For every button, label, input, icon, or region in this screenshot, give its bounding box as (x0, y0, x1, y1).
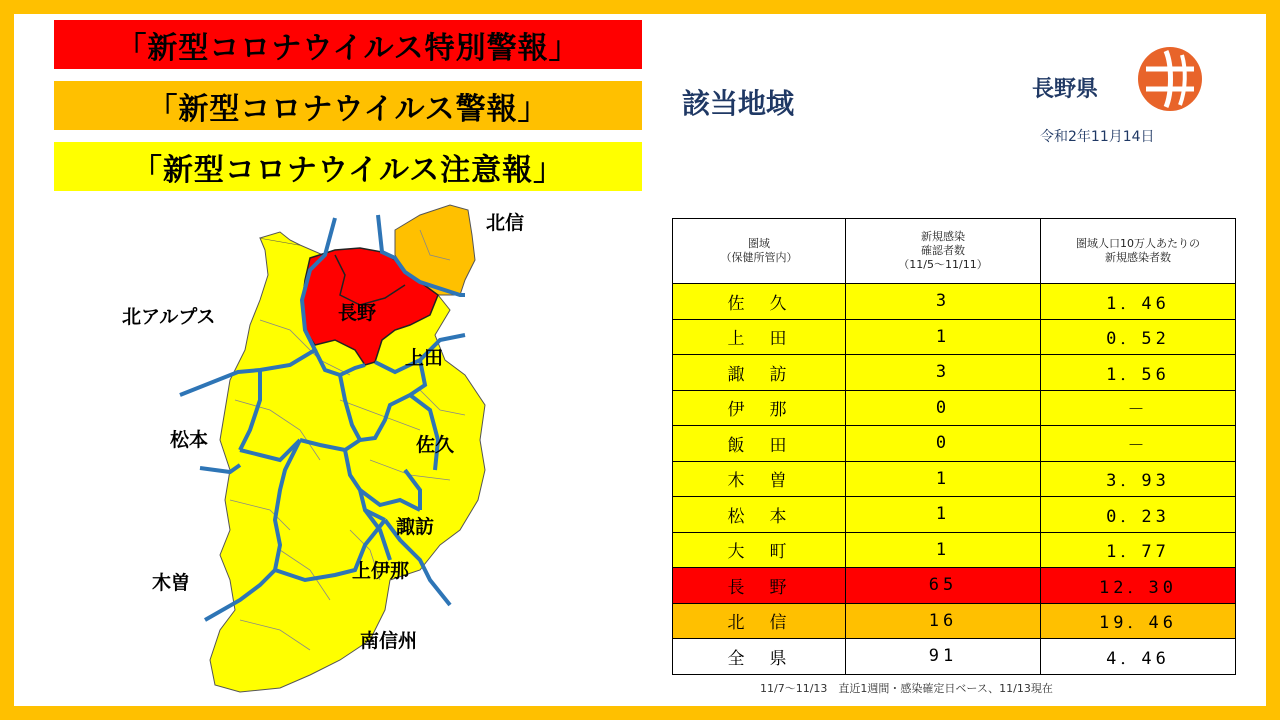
cases-cell: 3 (846, 284, 1041, 320)
cases-cell: 0 (846, 426, 1041, 462)
cases-cell: 1 (846, 532, 1041, 568)
header-area-line1: 圏域 (748, 237, 770, 250)
map-label-minami-shinshu: 南信州 (360, 630, 418, 652)
header-cases-line1: 新規感染 (921, 230, 965, 243)
map-label-matsumoto: 松本 (170, 429, 209, 451)
cases-cell: 0 (846, 390, 1041, 426)
map-label-kita-alps: 北アルプス (122, 306, 216, 328)
prefecture-name: 長野県 (1032, 77, 1099, 102)
table-row (673, 568, 1236, 604)
table-row (673, 639, 1236, 675)
map-label-kamiina: 上伊那 (352, 560, 410, 582)
table-row (673, 532, 1236, 568)
area-cell: 飯 田 (673, 426, 846, 462)
rate-cell: 3．93 (1041, 461, 1236, 497)
header-rate-line2: 新規感染者数 (1105, 251, 1171, 264)
area-cell: 北 信 (673, 603, 846, 639)
area-cell: 伊 那 (673, 390, 846, 426)
cases-cell: 65 (846, 568, 1041, 604)
cases-cell: 91 (846, 639, 1041, 675)
area-cell: 大 町 (673, 532, 846, 568)
cases-cell: 16 (846, 603, 1041, 639)
area-cell: 佐 久 (673, 284, 846, 320)
report-date: 令和2年11月14日 (1040, 129, 1155, 145)
header-new-cases (846, 219, 1041, 284)
table-row (673, 319, 1236, 355)
rate-cell: 0．23 (1041, 497, 1236, 533)
alert-banner: 「新型コロナウイルス警報」 (54, 81, 642, 130)
area-cell: 長 野 (673, 568, 846, 604)
map-label-kiso: 木曽 (152, 572, 191, 594)
table-row (673, 603, 1236, 639)
header-area-line2: （保健所管内） (720, 251, 798, 264)
cases-cell: 1 (846, 461, 1041, 497)
header-rate-line1: 圏域人口10万人あたりの (1076, 237, 1200, 250)
rate-cell: 12．30 (1041, 568, 1236, 604)
table-row (673, 390, 1236, 426)
rate-cell: － (1041, 390, 1236, 426)
rate-cell: 1．77 (1041, 532, 1236, 568)
prefecture-emblem-icon (1136, 45, 1204, 113)
table-header-row (673, 219, 1236, 284)
rate-cell: － (1041, 426, 1236, 462)
rate-cell: 4．46 (1041, 639, 1236, 675)
map-label-saku: 佐久 (416, 434, 455, 456)
area-cell: 諏 訪 (673, 355, 846, 391)
rate-cell: 1．46 (1041, 284, 1236, 320)
table-row (673, 497, 1236, 533)
affected-area-heading: 該当地域 (682, 87, 795, 120)
cases-cell: 3 (846, 355, 1041, 391)
header-area (673, 219, 846, 284)
cases-cell: 1 (846, 319, 1041, 355)
area-cell: 木 曽 (673, 461, 846, 497)
area-cell: 全 県 (673, 639, 846, 675)
table-row (673, 426, 1236, 462)
nagano-map (120, 200, 540, 695)
header-cases-line2: 確認者数 (921, 244, 965, 257)
map-label-ueda: 上田 (405, 347, 444, 369)
rate-cell: 0．52 (1041, 319, 1236, 355)
footnote: 11/7～11/13 直近1週間・感染確定日ベース、11/13現在 (760, 682, 1053, 695)
cases-table (672, 218, 1236, 675)
cases-cell: 1 (846, 497, 1041, 533)
map-label-nagano: 長野 (338, 302, 377, 324)
table-row (673, 284, 1236, 320)
table-row (673, 355, 1236, 391)
area-cell: 上 田 (673, 319, 846, 355)
table-row (673, 461, 1236, 497)
rate-cell: 19．46 (1041, 603, 1236, 639)
rate-cell: 1．56 (1041, 355, 1236, 391)
map-label-suwa: 諏訪 (396, 516, 435, 538)
special-alert-banner: 「新型コロナウイルス特別警報」 (54, 20, 642, 69)
area-cell: 松 本 (673, 497, 846, 533)
advisory-banner: 「新型コロナウイルス注意報」 (54, 142, 642, 191)
header-cases-line3: （11/5～11/11） (898, 258, 988, 271)
map-label-hokushin: 北信 (486, 212, 525, 234)
header-per-100k (1041, 219, 1236, 284)
